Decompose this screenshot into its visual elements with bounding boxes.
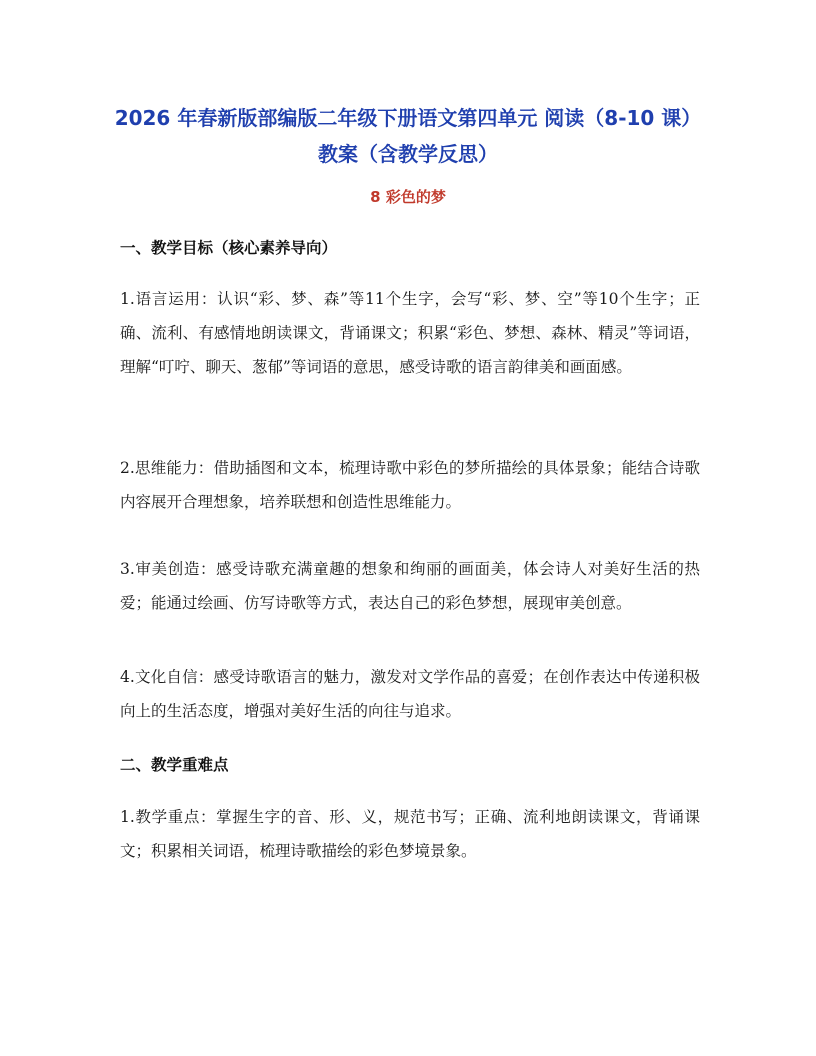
objective-paragraph-thinking: 2.思维能力：借助插图和文本，梳理诗歌中彩色的梦所描绘的具体景象；能结合诗歌内容展开合理想象，培养联想和创造性思维能力。: [120, 459, 700, 511]
lesson-title: 8 彩色的梦: [370, 188, 446, 206]
section-heading-key-points: 二、教学重难点: [120, 756, 229, 774]
objective-paragraph-culture: 4.文化自信：感受诗歌语言的魅力，激发对文学作品的喜爱；在创作表达中传递积极向上的生活态度，增强对美好生活的向往与追求。: [120, 668, 700, 720]
objective-paragraph-language: 1.语言运用：认识“彩、梦、森”等11个生字，会写“彩、梦、空”等10个生字；正确、流利、有感情地朗读课文，背诵课文；积累“彩色、梦想、森林、精灵”等词语，理解“叮咛、聊天、葱郁”等词语的意思，感受诗歌的语言韵律美和画面感。: [120, 290, 700, 376]
objective-paragraph-aesthetic: 3.审美创造：感受诗歌充满童趣的想象和绚丽的画面美，体会诗人对美好生活的热爱；能通过绘画、仿写诗歌等方式，表达自己的彩色梦想，展现审美创意。: [120, 560, 700, 612]
section-heading-objectives: 一、教学目标（核心素养导向）: [120, 239, 338, 257]
document-title: 2026 年春新版部编版二年级下册语文第四单元 阅读（8-10 课） 教案（含教学反思）: [114, 106, 702, 166]
key-point-paragraph: 1.教学重点：掌握生字的音、形、义，规范书写；正确、流利地朗读课文，背诵课文；积累相关词语，梳理诗歌描绘的彩色梦境景象。: [120, 808, 700, 860]
